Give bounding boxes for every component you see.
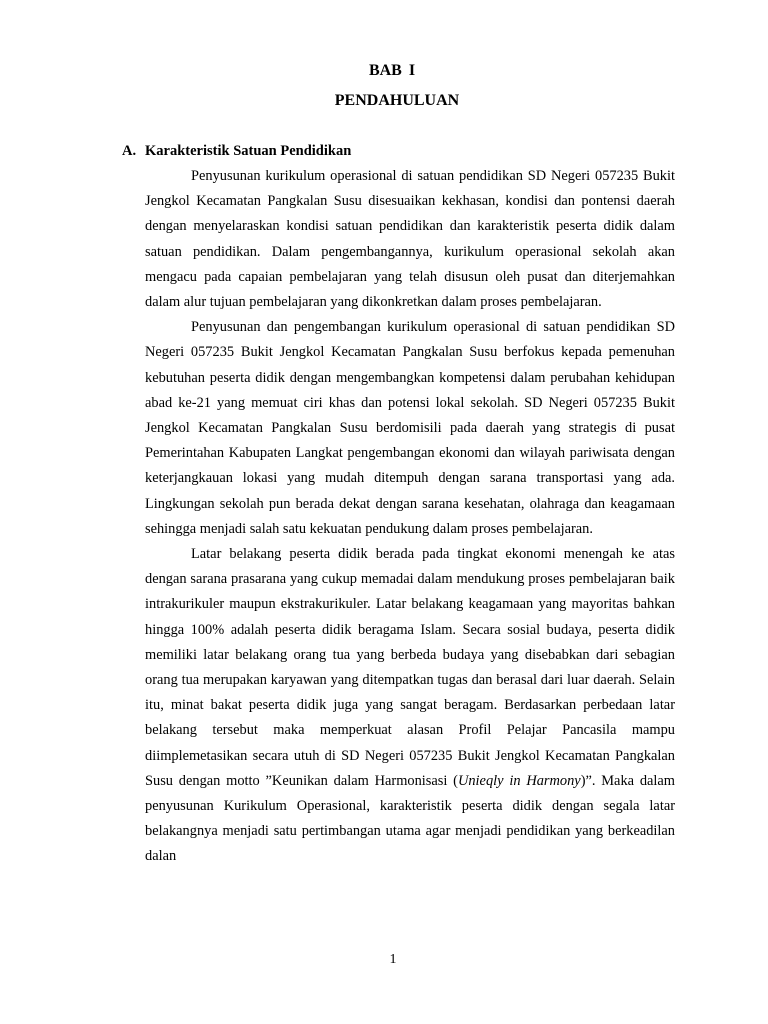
chapter-label: BAB I bbox=[368, 62, 416, 79]
section-title: Karakteristik Satuan Pendidikan bbox=[145, 143, 352, 159]
paragraph-1: Penyusunan kurikulum operasional di satuan pendidikan SD Negeri 057235 Bukit Jengkol Kecamatan Pangkalan Susu disesuaikan kekhasan, kondisi dan pontensi daerah dengan menyelaraskan kondisi satuan pendidikan dan karakteristik peserta didik dalam satuan pendidikan. Dalam pengembangannya, kurikulum operasional sekolah akan mengacu pada capaian pembelajaran yang telah disusun oleh pusat dan diterjemahkan dalam alur tujuan pembelajaran yang dikonkretkan dalam proses pembelajaran. bbox=[145, 168, 675, 311]
paragraph-3 bbox=[145, 542, 675, 870]
paragraph-3-motto-italic: Unieqly in Harmony bbox=[457, 772, 581, 789]
paragraph-3-text-before: Latar belakang peserta didik berada pada tingkat ekonomi menengah ke atas dengan sarana prasarana yang cukup memadai dalam mendukung proses pembelajaran baik intrakurikuler maupun ekstrakurikuler. Latar belakang keagamaan yang mayoritas bahkan hingga 100% adalah peserta didik beragama Islam. Secara sosial budaya, peserta didik memiliki latar belakang orang tua yang berbeda budaya yang disebabkan dari sebagian orang tua merupakan karyawan yang ditempatkan tugas dan berasal dari luar daerah. Selain itu, minat bakat peserta didik juga yang sangat beragam. Berdasarkan perbedaan latar belakang tersebut maka memperkuat alasan Profil Pelajar Pancasila mampu diimplemetasikan secara utuh di SD Negeri 057235 Bukit Jengkol Kecamatan Pangkalan Susu dengan motto ”Keunikan dalam Harmonisasi ( bbox=[145, 546, 675, 789]
paragraph-2: Penyusunan dan pengembangan kurikulum operasional di satuan pendidikan SD Negeri 057235 Bukit Jengkol Kecamatan Pangkalan Susu berfokus kepada pemenuhan kebutuhan peserta didik dengan mengembangkan kompetensi dalam perubahan kehidupan abad ke-21 yang memuat ciri khas dan potensi lokal sekolah. SD Negeri 057235 Bukit Jengkol Kecamatan Pangkalan Susu berdomisili pada daerah yang strategis di pusat Pemerintahan Kabupaten Langkat pengembangan ekonomi dan wilayah pariwisata dengan keterjangkauan lokasi yang mudah ditempuh dengan sarana transportasi yang ada. Lingkungan sekolah pun berada dekat dengan sarana kesehatan, olahraga dan keagamaan sehingga menjadi salah satu kekuatan pendukung dalam proses pembelajaran. bbox=[145, 319, 675, 537]
section-heading bbox=[122, 141, 351, 161]
paragraph-3-text-after: )”. Maka dalam penyusunan Kurikulum Operasional, karakteristik peserta didik dengan segala latar belakangnya menjadi satu pertimbangan utama agar menjadi pendidikan yang berkeadilan dalan bbox=[145, 772, 675, 865]
chapter-title: PENDAHULUAN bbox=[334, 92, 460, 109]
body-text bbox=[145, 164, 675, 870]
section-letter: A. bbox=[122, 143, 137, 159]
page-number: 1 bbox=[389, 952, 397, 967]
